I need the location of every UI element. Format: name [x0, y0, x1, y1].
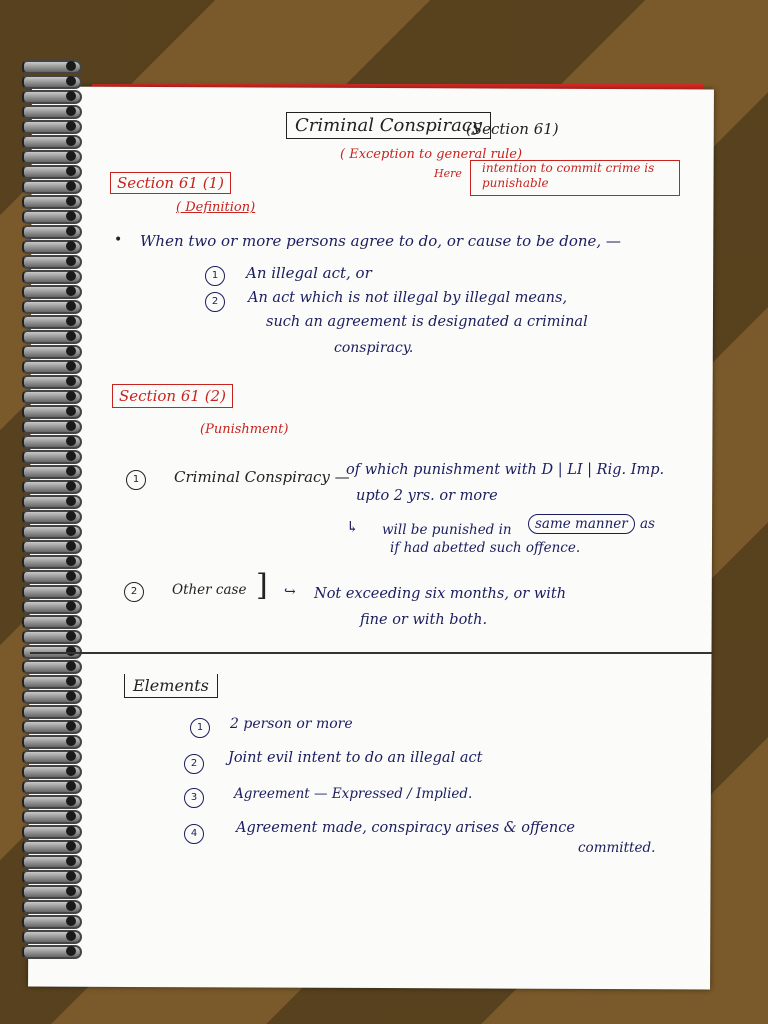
- intention-note: intention to commit crime is punishable: [482, 161, 655, 190]
- punch-hole: [66, 691, 76, 701]
- arrow-icon: ↳: [346, 518, 359, 536]
- punch-hole: [66, 76, 76, 86]
- punch-hole: [66, 256, 76, 266]
- punch-hole: [66, 166, 76, 176]
- punch-hole: [66, 736, 76, 746]
- item-number: 2: [124, 582, 144, 602]
- definition-item-2-end: conspiracy.: [334, 340, 414, 356]
- same-manner-highlight: same manner: [528, 514, 635, 534]
- punch-hole: [66, 106, 76, 116]
- item-number: 1: [190, 718, 210, 738]
- punch-hole: [66, 391, 76, 401]
- punch-hole: [66, 376, 76, 386]
- punch-hole: [66, 301, 76, 311]
- punch-hole: [66, 541, 76, 551]
- punch-hole: [66, 856, 76, 866]
- punch-hole: [66, 436, 76, 446]
- section-1-subheading: ( Definition): [176, 200, 256, 215]
- punch-hole: [66, 826, 76, 836]
- punch-hole: [66, 91, 76, 101]
- punch-hole: [66, 61, 76, 71]
- punch-hole: [66, 226, 76, 236]
- item-number: 2: [205, 292, 225, 312]
- punch-hole: [66, 841, 76, 851]
- punch-hole: [66, 751, 76, 761]
- punch-hole: [66, 931, 76, 941]
- punch-hole: [66, 916, 76, 926]
- punishment-1-text-3: if had abetted such offence.: [390, 540, 581, 556]
- punch-hole: [66, 361, 76, 371]
- section-2-heading: Section 61 (2): [112, 384, 233, 408]
- elements-heading: Elements: [124, 674, 218, 698]
- punch-hole: [66, 211, 76, 221]
- punch-hole: [66, 721, 76, 731]
- punch-hole: [66, 286, 76, 296]
- punch-hole: [66, 886, 76, 896]
- item-number: 1: [205, 266, 225, 286]
- punch-hole: [66, 241, 76, 251]
- intention-bracket: [470, 160, 680, 196]
- punch-hole: [66, 421, 76, 431]
- punch-hole: [66, 901, 76, 911]
- element-item: 2 person or more: [230, 716, 353, 732]
- item-number: 4: [184, 824, 204, 844]
- punishment-1-label: Criminal Conspiracy —: [174, 468, 350, 486]
- punch-hole: [66, 871, 76, 881]
- punch-hole: [66, 466, 76, 476]
- punch-hole: [66, 706, 76, 716]
- punch-hole: [66, 601, 76, 611]
- punch-hole: [66, 796, 76, 806]
- punch-hole: [66, 781, 76, 791]
- punch-hole: [66, 811, 76, 821]
- element-item-4-cont: committed.: [578, 840, 656, 856]
- bracket-icon: ]: [256, 568, 268, 603]
- punishment-2-label: Other case: [172, 582, 247, 598]
- punch-hole: [66, 556, 76, 566]
- section-2-subheading: (Punishment): [200, 422, 289, 437]
- punch-hole: [66, 151, 76, 161]
- punch-hole: [66, 526, 76, 536]
- punch-hole: [66, 766, 76, 776]
- punishment-1-text: of which punishment with D | LI | Rig. Imp.: [346, 462, 665, 478]
- punch-hole: [66, 196, 76, 206]
- punishment-1-as: as: [640, 516, 655, 532]
- punch-hole: [66, 946, 76, 956]
- punch-hole: [66, 481, 76, 491]
- definition-item-2: An act which is not illegal by illegal means,: [248, 290, 568, 306]
- punch-hole: [66, 646, 76, 656]
- here-note: Here: [434, 167, 462, 180]
- bullet-icon: •: [114, 232, 123, 248]
- punch-hole: [66, 676, 76, 686]
- punch-hole: [66, 571, 76, 581]
- definition-item-2-cont: such an agreement is designated a criminal: [266, 314, 588, 330]
- page-title: Criminal Conspiracy: [286, 112, 491, 139]
- spiral-binding: [22, 60, 82, 980]
- element-item: Agreement — Expressed / Implied.: [234, 786, 473, 802]
- punch-hole: [66, 511, 76, 521]
- title-section: (Section 61): [466, 120, 559, 138]
- definition-item-1: An illegal act, or: [246, 264, 372, 282]
- punch-hole: [66, 181, 76, 191]
- punch-hole: [66, 346, 76, 356]
- punishment-1-text-2: upto 2 yrs. or more: [356, 488, 498, 504]
- section-divider: [30, 652, 712, 654]
- punch-hole: [66, 616, 76, 626]
- arrow-icon: ↪: [284, 584, 296, 600]
- punch-hole: [66, 121, 76, 131]
- punch-hole: [66, 331, 76, 341]
- punch-hole: [66, 271, 76, 281]
- element-item: Joint evil intent to do an illegal act: [228, 750, 483, 766]
- punch-hole: [66, 661, 76, 671]
- title-note: ( Exception to general rule): [340, 147, 523, 162]
- definition-line: When two or more persons agree to do, or cause to be done, —: [140, 232, 621, 250]
- section-1-heading: Section 61 (1): [110, 172, 231, 194]
- punishment-2-text-2: fine or with both.: [360, 612, 488, 628]
- item-number: 1: [126, 470, 146, 490]
- punch-hole: [66, 406, 76, 416]
- item-number: 3: [184, 788, 204, 808]
- punch-hole: [66, 496, 76, 506]
- item-number: 2: [184, 754, 204, 774]
- punch-hole: [66, 451, 76, 461]
- punishment-2-text: Not exceeding six months, or with: [314, 586, 567, 602]
- punch-hole: [66, 316, 76, 326]
- punch-hole: [66, 631, 76, 641]
- punch-hole: [66, 136, 76, 146]
- punishment-1-arrow-text: will be punished in: [382, 522, 512, 538]
- punch-hole: [66, 586, 76, 596]
- element-item: Agreement made, conspiracy arises & offence: [236, 820, 575, 836]
